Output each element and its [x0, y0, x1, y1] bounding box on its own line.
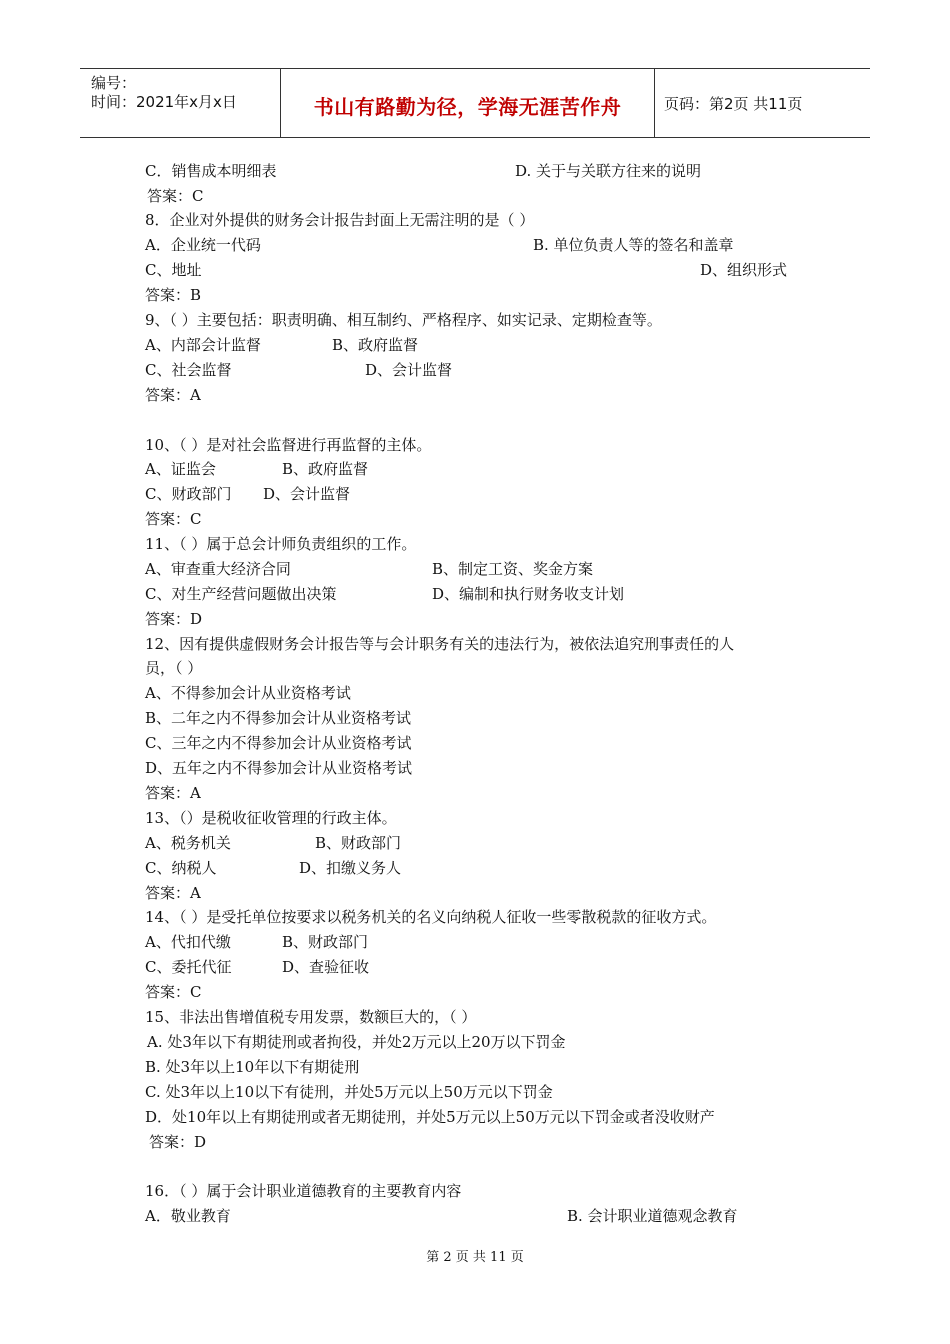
answer-q13: 答案：A — [145, 884, 201, 902]
question-8: 8．企业对外提供的财务会计报告封面上无需注明的是（ ） — [145, 211, 535, 229]
option-b-q9: B、政府监督 — [332, 336, 419, 354]
option-b-q16: B. 会计职业道德观念教育 — [567, 1207, 738, 1225]
question-13: 13、（）是税收征收管理的行政主体。 — [145, 809, 397, 827]
option-a-q12: A、不得参加会计从业资格考试 — [145, 684, 351, 702]
page-footer: 第 2 页 共 11 页 — [426, 1250, 524, 1265]
header-left-cell — [80, 69, 280, 137]
option-b-q14: B、财政部门 — [282, 933, 369, 951]
answer-q15: 答案：D — [149, 1133, 207, 1151]
option-a-q8: A．企业统一代码 — [145, 236, 261, 254]
document-time-label: 时间：2021年x月x日 — [91, 93, 237, 111]
option-b-q13: B、财政部门 — [315, 834, 402, 852]
option-a-q14: A、代扣代缴 — [145, 933, 231, 951]
question-12-line1: 12、因有提供虚假财务会计报告等与会计职务有关的违法行为，被依法追究刑事责任的人 — [145, 635, 735, 653]
header-middle-cell — [280, 69, 655, 137]
option-d-q10: D、会计监督 — [263, 485, 351, 503]
answer-q12: 答案：A — [145, 784, 201, 802]
option-c-q13: C、纳税人 — [145, 859, 217, 877]
option-b-q10: B、政府监督 — [282, 460, 369, 478]
answer-q9: 答案：A — [145, 386, 201, 404]
question-12-line2: 员，（ ） — [145, 659, 203, 677]
option-d-q12: D、五年之内不得参加会计从业资格考试 — [145, 759, 413, 777]
option-d-q8: D、组织形式 — [700, 261, 788, 279]
option-a-q10: A、证监会 — [145, 460, 216, 478]
answer-q11: 答案：D — [145, 610, 203, 628]
option-a-q16: A．敬业教育 — [145, 1207, 231, 1225]
question-10: 10、（ ）是对社会监督进行再监督的主体。 — [145, 436, 432, 454]
option-c-q15: C. 处3年以上10以下有徒刑，并处5万元以上50万元以下罚金 — [145, 1083, 553, 1101]
answer-q10: 答案：C — [145, 510, 202, 528]
question-16: 16．（ ）属于会计职业道德教育的主要教育内容 — [145, 1182, 462, 1200]
option-a-q9: A、内部会计监督 — [145, 336, 261, 354]
header-page-info: 页码：第2页 共11页 — [664, 95, 803, 113]
option-c-q8: C、地址 — [145, 261, 202, 279]
option-a-q11: A、审查重大经济合同 — [145, 560, 291, 578]
option-d-q13: D、扣缴义务人 — [299, 859, 402, 877]
header-motto: 书山有路勤为径，学海无涯苦作舟 — [313, 95, 622, 119]
option-c-q12: C、三年之内不得参加会计从业资格考试 — [145, 734, 412, 752]
header-right-cell — [654, 69, 870, 137]
question-15: 15、非法出售增值税专用发票，数额巨大的，（ ） — [145, 1008, 477, 1026]
option-d-q14: D、查验征收 — [282, 958, 370, 976]
option-c-q7: C．销售成本明细表 — [145, 162, 277, 180]
option-c-q14: C、委托代征 — [145, 958, 232, 976]
option-b-q12: B、二年之内不得参加会计从业资格考试 — [145, 709, 412, 727]
option-c-q10: C、财政部门 — [145, 485, 232, 503]
option-d-q15: D．处10年以上有期徒刑或者无期徒刑，并处5万元以上50万元以下罚金或者没收财产 — [145, 1108, 715, 1126]
option-d-q9: D、会计监督 — [365, 361, 453, 379]
question-14: 14、（ ）是受托单位按要求以税务机关的名义向纳税人征收一些零散税款的征收方式。 — [145, 908, 717, 926]
answer-q14: 答案：C — [145, 983, 202, 1001]
option-d-q11: D、编制和执行财务收支计划 — [432, 585, 625, 603]
answer-q8: 答案：B — [145, 286, 202, 304]
question-11: 11、（ ）属于总会计师负责组织的工作。 — [145, 535, 417, 553]
option-d-q7: D. 关于与关联方往来的说明 — [515, 162, 702, 180]
option-a-q13: A、税务机关 — [145, 834, 231, 852]
answer-q7: 答案：C — [147, 187, 204, 205]
option-c-q9: C、社会监督 — [145, 361, 232, 379]
option-a-q15: A. 处3年以下有期徒刑或者拘役，并处2万元以上20万以下罚金 — [147, 1033, 566, 1051]
question-9: 9、（ ）主要包括：职责明确、相互制约、严格程序、如实记录、定期检查等。 — [145, 311, 662, 329]
option-b-q8: B. 单位负责人等的签名和盖章 — [533, 236, 734, 254]
document-number-label: 编号： — [91, 74, 137, 92]
option-c-q11: C、对生产经营问题做出决策 — [145, 585, 337, 603]
page-header — [80, 68, 870, 138]
option-b-q15: B. 处3年以上10年以下有期徒刑 — [145, 1058, 360, 1076]
option-b-q11: B、制定工资、奖金方案 — [432, 560, 594, 578]
